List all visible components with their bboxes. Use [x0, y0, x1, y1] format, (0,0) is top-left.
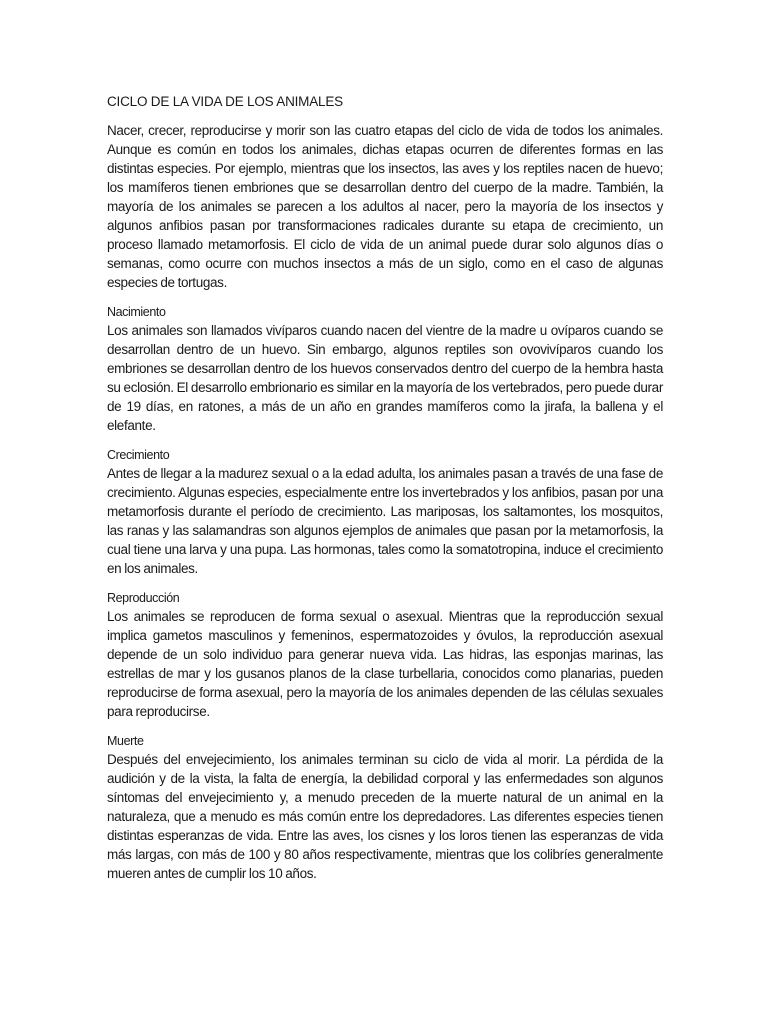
- section-heading: Muerte: [107, 734, 144, 748]
- intro-paragraph: Nacer, crecer, reproducirse y morir son las cuatro etapas del ciclo de vida de todos los animales. Aunque es común en todos los animales, dichas etapas ocurren de diferentes formas en las distintas especies. Por ejemplo, mientras que los insectos, las aves y los reptiles nacen de huevo; los mamíferos tienen embriones que se desarrollan dentro del cuerpo de la madre. También, la mayoría de los animales se parecen a los adultos al nacer, pero la mayoría de los insectos y algunos anfibios pasan por transformaciones radicales durante su etapa de crecimiento, un proceso llamado metamorfosis. El ciclo de vida de un animal puede durar solo algunos días o semanas, como ocurre con muchos insectos a más de un siglo, como en el caso de algunas especies de tortugas.: [107, 123, 663, 290]
- section-heading: Nacimiento: [107, 305, 166, 319]
- section-muerte: [107, 733, 663, 883]
- section-heading: Crecimiento: [107, 448, 170, 462]
- section-body: Antes de llegar a la madurez sexual o a la edad adulta, los animales pasan a través de una fase de crecimiento. Algunas especies, especialmente entre los invertebrados y los anfibios, pasan por una metamorfosis durante el período de crecimiento. Las mariposas, los saltamontes, los mosquitos, las ranas y las salamandras son algunos ejemplos de animales que pasan por la metamorfosis, la cual tiene una larva y una pupa. Las hormonas, tales como la somatotropina, induce el crecimiento en los animales.: [107, 466, 663, 576]
- section-body: Los animales son llamados vivíparos cuando nacen del vientre de la madre u ovíparos cuando se desarrollan dentro de un huevo. Sin embargo, algunos reptiles son ovovivíparos cuando los embriones se desarrollan dentro de los huevos conservados dentro del cuerpo de la hembra hasta su eclosión. El desarrollo embrionario es similar en la mayoría de los vertebrados, pero puede durar de 19 días, en ratones, a más de un año en grandes mamíferos como la jirafa, la ballena y el elefante.: [107, 323, 663, 433]
- section-reproduccion: [107, 590, 663, 721]
- document-page: [107, 93, 663, 883]
- section-nacimiento: [107, 304, 663, 435]
- section-heading: Reproducción: [107, 591, 180, 605]
- section-body: Los animales se reproducen de forma sexual o asexual. Mientras que la reproducción sexual implica gametos masculinos y femeninos, espermatozoides y óvulos, la reproducción asexual depende de un solo individuo para generar nueva vida. Las hidras, las esponjas marinas, las estrellas de mar y los gusanos planos de la clase turbellaria, conocidos como planarias, pueden reproducirse de forma asexual, pero la mayoría de los animales dependen de las células sexuales para reproducirse.: [107, 609, 663, 719]
- section-crecimiento: [107, 447, 663, 578]
- document-title: CICLO DE LA VIDA DE LOS ANIMALES: [107, 94, 343, 109]
- section-body: Después del envejecimiento, los animales terminan su ciclo de vida al morir. La pérdida de la audición y de la vista, la falta de energía, la debilidad corporal y las enfermedades son algunos síntomas del envejecimiento y, a menudo preceden de la muerte natural de un animal en la naturaleza, que a menudo es más común entre los depredadores. Las diferentes especies tienen distintas esperanzas de vida. Entre las aves, los cisnes y los loros tienen las esperanzas de vida más largas, con más de 100 y 80 años respectivamente, mientras que los colibríes generalmente mueren antes de cumplir los 10 años.: [107, 752, 663, 881]
